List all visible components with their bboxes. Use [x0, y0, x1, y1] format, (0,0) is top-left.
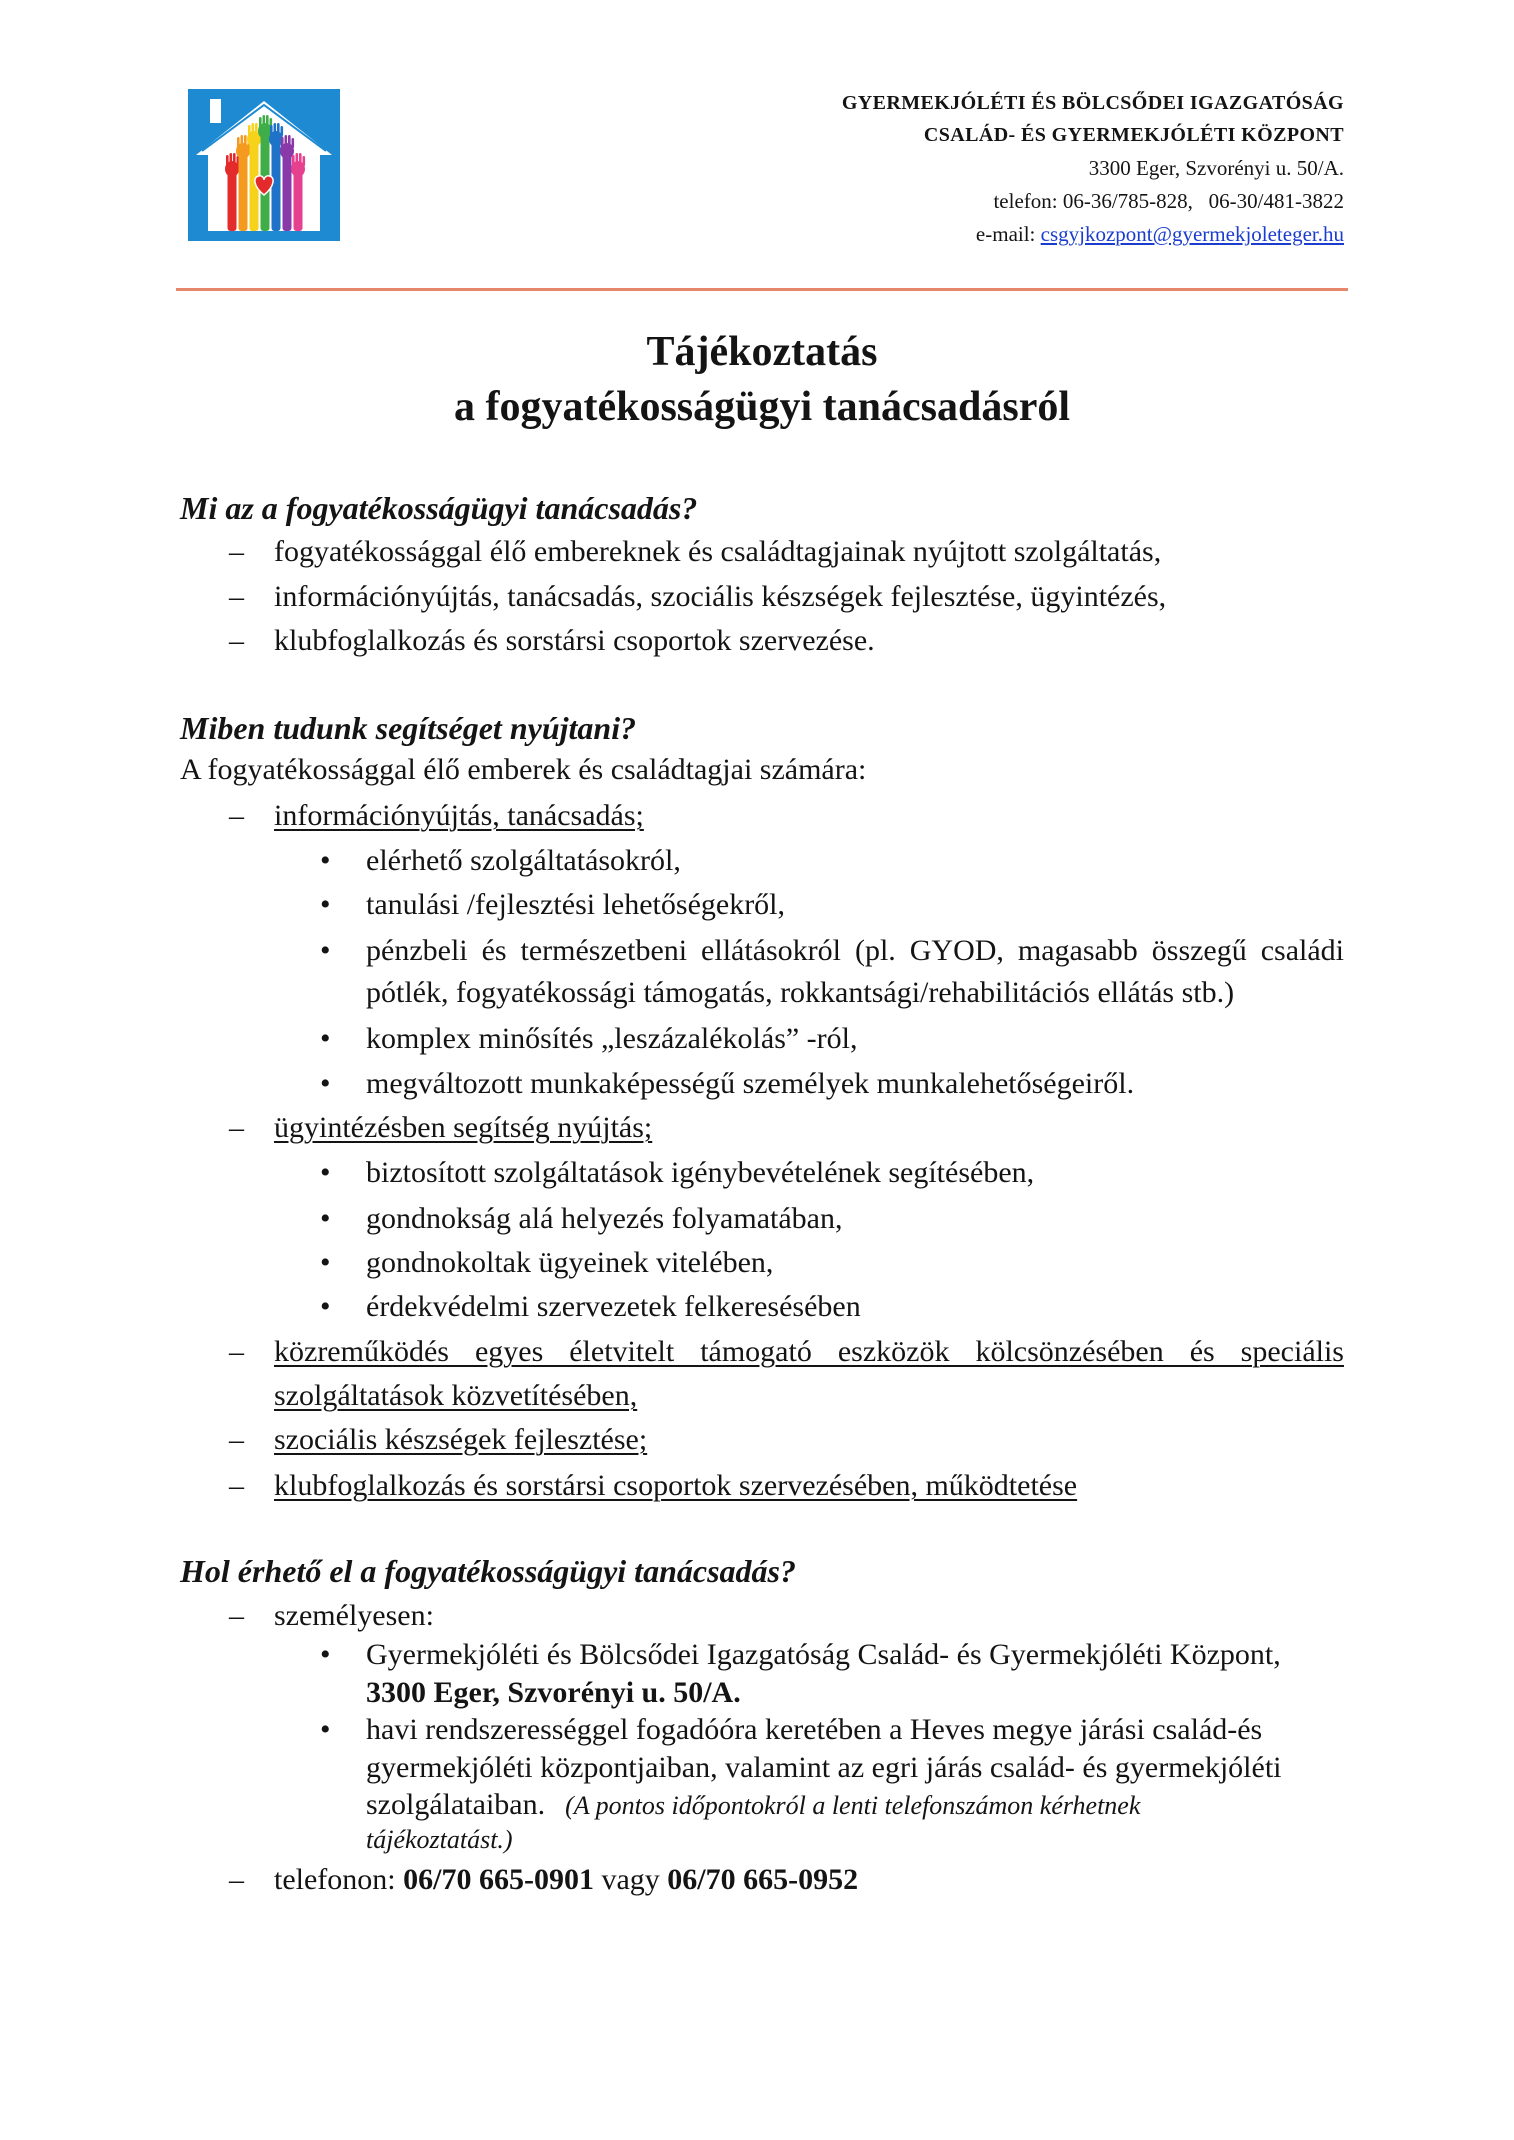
bullet-item: elérhető szolgáltatásokról, — [366, 844, 681, 877]
list-dash: – — [229, 1423, 244, 1456]
appointment-note-continuation: tájékoztatást.) — [366, 1825, 513, 1854]
bullet-item-continuation: gyermekjóléti központjaiban, valamint az egri járás család- és gyermekjóléti — [366, 1751, 1282, 1784]
page-title: Tájékoztatás — [646, 329, 878, 375]
bullet-icon: • — [320, 844, 331, 877]
office-name: Gyermekjóléti és Bölcsődei Igazgatóság Család- és Gyermekjóléti Központ, — [366, 1638, 1281, 1671]
bullet-item: gondnokoltak ügyeinek vitelében, — [366, 1246, 774, 1279]
list-dash: – — [229, 535, 244, 568]
list-dash: – — [229, 1469, 244, 1502]
page-subtitle: a fogyatékosságügyi tanácsadásról — [453, 384, 1071, 430]
email-link[interactable]: csgyjkozpont@gyermekjoleteger.hu — [1040, 222, 1344, 246]
bullet-item: pénzbeli és természetbeni ellátásokról (pl. GYOD, magasabb összegű családi — [366, 934, 1344, 967]
bullet-item: tanulási /fejlesztési lehetőségekről, — [366, 888, 786, 921]
phone-separator: vagy — [593, 1863, 668, 1896]
personal-label: személyesen: — [274, 1599, 434, 1632]
bullet-icon: • — [320, 1290, 331, 1323]
office-address: 3300 Eger, Szvorényi u. 50/A. — [366, 1676, 741, 1709]
bullet-item: gondnokság alá helyezés folyamatában, — [366, 1202, 843, 1235]
header-email-line — [976, 218, 1344, 251]
bullet-item-continuation: pótlék, fogyatékossági támogatás, rokkantsági/rehabilitációs ellátás stb.) — [366, 976, 1235, 1009]
email-label: e-mail: — [975, 222, 1041, 246]
list-item-continuation: szolgáltatások közvetítésében, — [274, 1379, 638, 1412]
bullet-icon: • — [320, 888, 331, 921]
bullet-item: havi rendszerességgel fogadóóra keretében a Heves megye járási család-és — [366, 1713, 1263, 1746]
bullet-icon: • — [320, 1246, 331, 1279]
list-dash: – — [229, 580, 244, 613]
bullet-icon: • — [320, 934, 331, 967]
list-item: információnyújtás, tanácsadás, szociális készségek fejlesztése, ügyintézés, — [274, 580, 1167, 613]
list-dash: – — [229, 799, 244, 832]
bullet-item: érdekvédelmi szervezetek felkeresésében — [366, 1290, 861, 1323]
bullet-item: komplex minősítés „leszázalékolás” -ról, — [366, 1022, 858, 1055]
bullet-item-continuation — [366, 1785, 1140, 1825]
org-name-line2: CSALÁD- ÉS GYERMEKJÓLÉTI KÖZPONT — [923, 124, 1344, 146]
list-item: szociális készségek fejlesztése; — [274, 1423, 648, 1456]
list-dash: – — [229, 624, 244, 657]
header-divider — [176, 288, 1348, 291]
phone-number-2: 06/70 665-0952 — [667, 1863, 859, 1896]
list-item: fogyatékossággal élő embereknek és családtagjainak nyújtott szolgáltatás, — [274, 535, 1162, 568]
group-label-information: információnyújtás, tanácsadás; — [274, 799, 644, 832]
appointment-note: (A pontos időpontokról a lenti telefonszámon kérhetnek — [565, 1791, 1141, 1820]
section3-heading: Hol érhető el a fogyatékosságügyi tanácsadás? — [180, 1553, 796, 1589]
bullet-item: biztosított szolgáltatások igénybevételének segítésében, — [366, 1156, 1035, 1189]
phone-number-1: 06/70 665-0901 — [403, 1863, 594, 1896]
logo — [188, 89, 340, 241]
list-dash: – — [229, 1863, 244, 1896]
section1-heading: Mi az a fogyatékosságügyi tanácsadás? — [180, 490, 698, 526]
logo-chimney — [210, 99, 221, 123]
phone-label: telefonon: — [274, 1863, 404, 1896]
bullet-item-text: szolgálataiban. — [366, 1788, 546, 1821]
list-dash: – — [229, 1335, 244, 1368]
section2-intro: A fogyatékossággal élő emberek és családtagjai számára: — [180, 753, 867, 786]
section2-heading: Miben tudunk segítséget nyújtani? — [180, 710, 637, 746]
list-dash: – — [229, 1599, 244, 1632]
bullet-icon: • — [320, 1638, 331, 1671]
bullet-item: megváltozott munkaképességű személyek munkalehetőségeiről. — [366, 1067, 1135, 1100]
org-name-line1: GYERMEKJÓLÉTI ÉS BÖLCSŐDEI IGAZGATÓSÁG — [841, 92, 1344, 114]
header-phone: telefon: 06-36/785-828, 06-30/481-3822 — [993, 189, 1344, 213]
list-item: közreműködés egyes életvitelt támogató eszközök kölcsönzésében és speciális — [274, 1335, 1344, 1368]
list-item: klubfoglalkozás és sorstársi csoportok szervezésében, működtetése — [274, 1469, 1078, 1502]
group-label-administration: ügyintézésben segítség nyújtás; — [274, 1111, 653, 1144]
bullet-icon: • — [320, 1713, 331, 1746]
bullet-icon: • — [320, 1022, 331, 1055]
bullet-icon: • — [320, 1156, 331, 1189]
list-item: klubfoglalkozás és sorstársi csoportok szervezése. — [274, 624, 875, 657]
bullet-icon: • — [320, 1067, 331, 1100]
list-dash: – — [229, 1111, 244, 1144]
header-address: 3300 Eger, Szvorényi u. 50/A. — [1088, 156, 1344, 180]
phone-line — [274, 1860, 858, 1900]
bullet-icon: • — [320, 1202, 331, 1235]
